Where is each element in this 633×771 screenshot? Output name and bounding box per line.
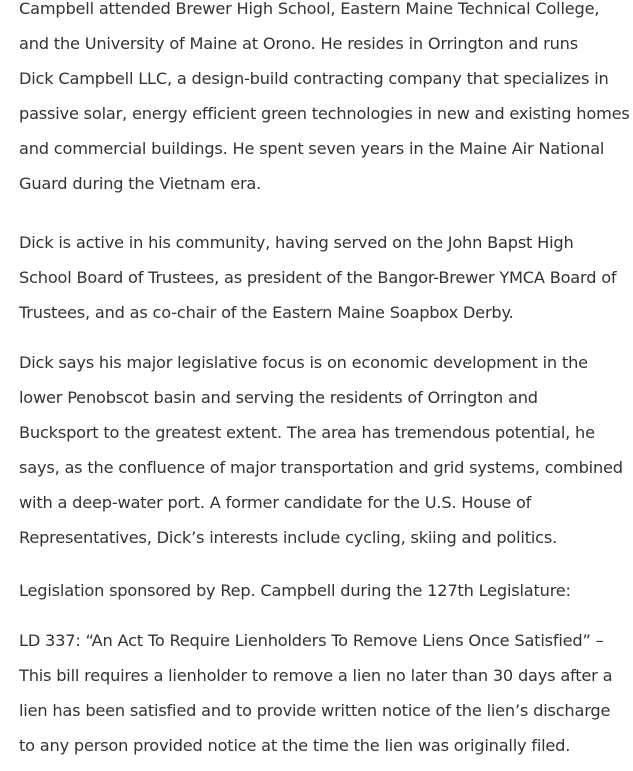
text-line: lower Penobscot basin and serving the residents of Orrington and <box>19 388 538 407</box>
text-line: School Board of Trustees, as president of the Bangor-Brewer YMCA Board of <box>19 268 617 287</box>
legislation-intro <box>19 573 627 608</box>
text-line: Campbell attended Brewer High School, Eastern Maine Technical College, <box>19 0 600 18</box>
text-line: Bucksport to the greatest extent. The area has tremendous potential, he <box>19 423 595 442</box>
bio-paragraph-education <box>19 0 630 201</box>
text-line: says, as the confluence of major transportation and grid systems, combined <box>19 458 623 477</box>
text-line: Representatives, Dick’s interests include cycling, skiing and politics. <box>19 528 558 547</box>
text-line: with a deep-water port. A former candidate for the U.S. House of <box>19 493 532 512</box>
text-line: Trustees, and as co-chair of the Eastern Maine Soapbox Derby. <box>19 303 514 322</box>
text-line: This bill requires a lienholder to remove a lien no later than 30 days after a <box>19 666 613 685</box>
text-line: lien has been satisfied and to provide written notice of the lien’s discharge <box>19 701 611 720</box>
text-line: Dick Campbell LLC, a design-build contracting company that specializes in <box>19 69 609 88</box>
legislation-ld-337 <box>19 623 627 763</box>
text-line: and the University of Maine at Orono. He resides in Orrington and runs <box>19 34 578 53</box>
text-line: to any person provided notice at the time the lien was originally filed. <box>19 736 571 755</box>
text-line: and commercial buildings. He spent seven years in the Maine Air National <box>19 139 605 158</box>
text-line: Dick is active in his community, having served on the John Bapst High <box>19 233 574 252</box>
bio-paragraph-community <box>19 225 627 330</box>
text-line: Dick says his major legislative focus is on economic development in the <box>19 353 588 372</box>
text-line: Legislation sponsored by Rep. Campbell during the 127th Legislature: <box>19 581 571 600</box>
text-line: LD 337: “An Act To Require Lienholders To Remove Liens Once Satisfied” – <box>19 631 604 650</box>
bio-paragraph-focus <box>19 345 627 555</box>
text-line: Guard during the Vietnam era. <box>19 174 262 193</box>
text-line: passive solar, energy efficient green technologies in new and existing homes <box>19 104 630 123</box>
